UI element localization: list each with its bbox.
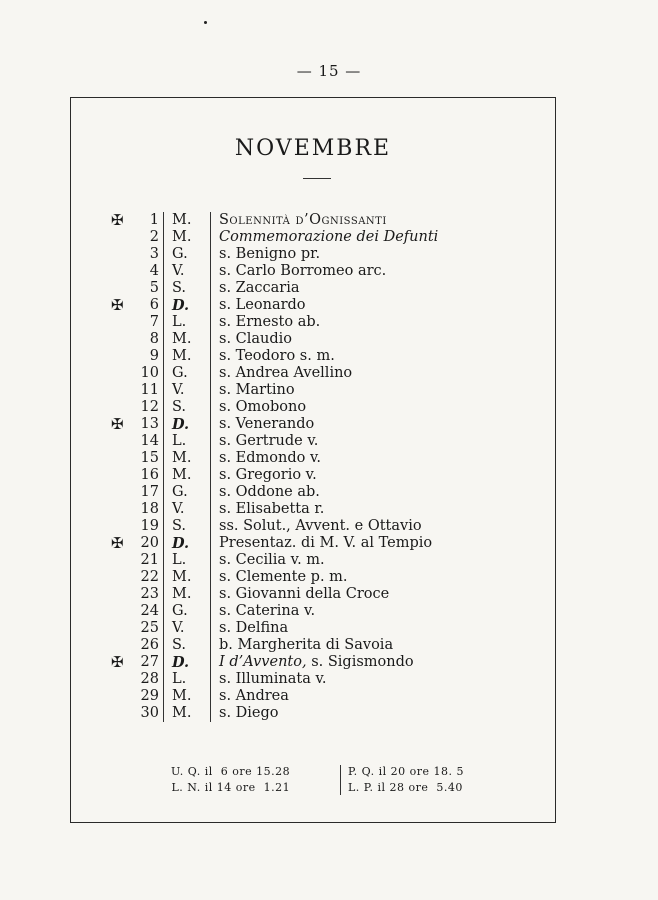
calendar-row xyxy=(111,501,438,518)
day-number: 16 xyxy=(140,467,159,483)
weekday: M. xyxy=(164,569,211,586)
day-number: 29 xyxy=(140,688,159,704)
day-number: 11 xyxy=(140,382,159,398)
weekday: G. xyxy=(164,365,211,382)
weekday: L. xyxy=(164,433,211,450)
weekday: M. xyxy=(164,586,211,603)
saint-name: s. Omobono xyxy=(219,399,307,415)
saint-name: s. Oddone ab. xyxy=(219,484,320,500)
mark-cell xyxy=(111,484,137,501)
weekday: M. xyxy=(164,229,211,246)
calendar-row xyxy=(111,637,438,654)
mark-cell xyxy=(111,331,137,348)
calendar-row xyxy=(111,212,438,229)
day-number: 26 xyxy=(140,637,159,653)
mark-cell xyxy=(111,620,137,637)
saint-name: Solennità d’Ognissanti xyxy=(219,212,387,228)
weekday: M. xyxy=(164,705,211,722)
weekday: D. xyxy=(164,416,211,433)
mark-cell xyxy=(111,246,137,263)
weekday: S. xyxy=(164,399,211,416)
saint-name: s. Giovanni della Croce xyxy=(219,586,390,602)
weekday: S. xyxy=(164,280,211,297)
day-number: 30 xyxy=(140,705,159,721)
mark-cell xyxy=(111,569,137,586)
cross-pattee-icon: ✠ xyxy=(111,296,124,314)
calendar-row xyxy=(111,671,438,688)
calendar-row xyxy=(111,229,438,246)
moon-phase-last-quarter: U. Q. il 6 ore 15.28 xyxy=(171,765,291,778)
calendar-body xyxy=(111,212,438,722)
saint-name: s. Elisabetta r. xyxy=(219,501,325,517)
weekday: D. xyxy=(164,297,211,314)
saint-name: b. Margherita di Savoia xyxy=(219,637,394,653)
day-number: 19 xyxy=(140,518,159,534)
saint-name: s. Cecilia v. m. xyxy=(219,552,325,568)
calendar-row xyxy=(111,399,438,416)
weekday: L. xyxy=(164,671,211,688)
cross-pattee-icon: ✠ xyxy=(111,211,124,229)
day-number: 17 xyxy=(140,484,159,500)
mark-cell xyxy=(111,263,137,280)
weekday: S. xyxy=(164,518,211,535)
calendar-row xyxy=(111,654,438,671)
mark-cell xyxy=(111,433,137,450)
calendar-row xyxy=(111,263,438,280)
weekday: L. xyxy=(164,314,211,331)
day-number: 12 xyxy=(140,399,159,415)
calendar-row xyxy=(111,688,438,705)
saint-name: s. Caterina v. xyxy=(219,603,316,619)
calendar-row xyxy=(111,518,438,535)
day-number: 7 xyxy=(149,314,159,330)
calendar-row xyxy=(111,246,438,263)
day-number: 18 xyxy=(140,501,159,517)
saint-name: s. Andrea xyxy=(219,688,289,704)
saint-italic-part: I d’Avvento, xyxy=(219,654,307,670)
day-number: 28 xyxy=(140,671,159,687)
mark-cell xyxy=(111,382,137,399)
day-number: 9 xyxy=(149,348,159,364)
mark-cell xyxy=(111,450,137,467)
calendar-table xyxy=(111,212,438,722)
day-number: 22 xyxy=(140,569,159,585)
saint-name: s. Edmondo v. xyxy=(219,450,322,466)
calendar-row xyxy=(111,467,438,484)
calendar-row xyxy=(111,552,438,569)
moon-phase-full-moon: L. P. il 28 ore 5.40 xyxy=(348,781,463,794)
mark-cell xyxy=(111,314,137,331)
mark-cell xyxy=(111,552,137,569)
day-number: 20 xyxy=(140,535,159,551)
day-number: 14 xyxy=(140,433,159,449)
weekday: D. xyxy=(164,535,211,552)
weekday: G. xyxy=(164,246,211,263)
mark-cell xyxy=(111,501,137,518)
calendar-row xyxy=(111,314,438,331)
calendar-row xyxy=(111,586,438,603)
calendar-row xyxy=(111,705,438,722)
calendar-row xyxy=(111,348,438,365)
saint-name: s. Leonardo xyxy=(219,297,306,313)
mark-cell xyxy=(111,229,137,246)
saint-name: Commemorazione dei Defunti xyxy=(219,229,439,245)
saint-name: s. Zaccaria xyxy=(219,280,300,296)
weekday: S. xyxy=(164,637,211,654)
calendar-row xyxy=(111,569,438,586)
day-number: 4 xyxy=(149,263,159,279)
saint-name: s. Clemente p. m. xyxy=(219,569,348,585)
day-number: 25 xyxy=(140,620,159,636)
saint-name xyxy=(211,654,439,671)
mark-cell xyxy=(111,637,137,654)
saint-name: s. Illuminata v. xyxy=(219,671,327,687)
weekday: V. xyxy=(164,501,211,518)
calendar-row xyxy=(111,365,438,382)
mark-cell xyxy=(111,280,137,297)
weekday: M. xyxy=(164,331,211,348)
saint-name: s. Andrea Avellino xyxy=(219,365,353,381)
moon-phase-new-moon: L. N. il 14 ore 1.21 xyxy=(171,781,291,794)
mark-cell xyxy=(111,399,137,416)
calendar-row xyxy=(111,280,438,297)
saint-name: s. Benigno pr. xyxy=(219,246,321,262)
calendar-row xyxy=(111,603,438,620)
saint-name: s. Carlo Borromeo arc. xyxy=(219,263,387,279)
saint-name: s. Claudio xyxy=(219,331,293,347)
calendar-row xyxy=(111,433,438,450)
moon-phases-right xyxy=(348,764,464,796)
saint-name: Presentaz. di M. V. al Tempio xyxy=(219,535,433,551)
weekday: M. xyxy=(164,450,211,467)
calendar-row xyxy=(111,535,438,552)
mark-cell xyxy=(111,603,137,620)
mark-cell xyxy=(111,705,137,722)
weekday: M. xyxy=(164,212,211,229)
weekday: V. xyxy=(164,382,211,399)
day-number: 8 xyxy=(149,331,159,347)
calendar-row xyxy=(111,620,438,637)
calendar-row xyxy=(111,331,438,348)
weekday: M. xyxy=(164,467,211,484)
mark-cell xyxy=(111,518,137,535)
cross-pattee-icon: ✠ xyxy=(111,534,124,552)
title-rule xyxy=(303,178,331,179)
saint-name: s. Gertrude v. xyxy=(219,433,319,449)
saint-name: s. Delfina xyxy=(219,620,289,636)
day-number: 5 xyxy=(149,280,159,296)
mark-cell xyxy=(111,671,137,688)
calendar-row xyxy=(111,382,438,399)
moon-phase-first-quarter: P. Q. il 20 ore 18. 5 xyxy=(348,765,465,778)
weekday: V. xyxy=(164,620,211,637)
moon-phases-left xyxy=(171,764,290,796)
day-number: 15 xyxy=(140,450,159,466)
weekday: M. xyxy=(164,348,211,365)
mark-cell xyxy=(111,688,137,705)
calendar-row xyxy=(111,484,438,501)
day-number: 3 xyxy=(149,246,159,262)
mark-cell xyxy=(111,365,137,382)
weekday: M. xyxy=(164,688,211,705)
saint-name: s. Ernesto ab. xyxy=(219,314,321,330)
weekday: D. xyxy=(164,654,211,671)
saint-name: s. Gregorio v. xyxy=(219,467,317,483)
saint-name: s. Teodoro s. m. xyxy=(219,348,335,364)
day-number: 21 xyxy=(140,552,159,568)
calendar-frame xyxy=(70,97,556,823)
saint-name: s. Venerando xyxy=(219,416,315,432)
mark-cell xyxy=(111,348,137,365)
weekday: V. xyxy=(164,263,211,280)
ink-speck xyxy=(204,21,207,24)
calendar-row xyxy=(111,450,438,467)
saint-name: s. Diego xyxy=(219,705,279,721)
day-number: 10 xyxy=(140,365,159,381)
calendar-row xyxy=(111,297,438,314)
day-number: 13 xyxy=(140,416,159,432)
saint-name: ss. Solut., Avvent. e Ottavio xyxy=(219,518,422,534)
weekday: G. xyxy=(164,603,211,620)
weekday: L. xyxy=(164,552,211,569)
day-number: 1 xyxy=(149,212,159,228)
month-title: NOVEMBRE xyxy=(234,136,392,161)
cross-pattee-icon: ✠ xyxy=(111,415,124,433)
mark-cell xyxy=(111,467,137,484)
page-number: — 15 — xyxy=(296,62,362,80)
day-number: 6 xyxy=(149,297,159,313)
saint-rest-part: s. Sigismondo xyxy=(306,654,414,670)
day-number: 27 xyxy=(140,654,159,670)
day-number: 23 xyxy=(140,586,159,602)
moon-separator xyxy=(340,765,341,795)
saint-name: s. Martino xyxy=(219,382,295,398)
day-number: 2 xyxy=(149,229,159,245)
day-number: 24 xyxy=(140,603,159,619)
mark-cell xyxy=(111,586,137,603)
weekday: G. xyxy=(164,484,211,501)
calendar-row xyxy=(111,416,438,433)
cross-pattee-icon: ✠ xyxy=(111,653,124,671)
